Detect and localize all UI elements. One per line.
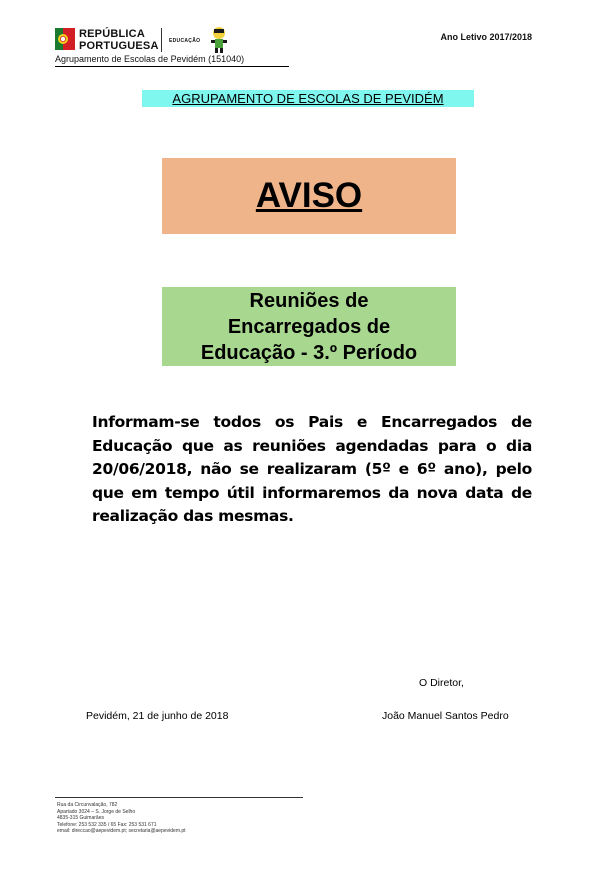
director-role: O Diretor, — [419, 677, 464, 689]
notice-subject: Reuniões de Encarregados de Educação - 3.º Período — [200, 289, 418, 364]
school-year: Ano Letivo 2017/2018 — [440, 32, 532, 42]
education-mascot-icon — [203, 24, 233, 54]
meeting-subject-box — [162, 287, 456, 366]
footer-divider — [55, 797, 303, 798]
school-group-id: Agrupamento de Escolas de Pevidém (151040) — [55, 54, 245, 64]
director-name: João Manuel Santos Pedro — [382, 710, 509, 722]
footer-line: Apartado 3024 – S. Jorge de Selho — [57, 808, 136, 815]
notice-body: Informam-se todos os Pais e Encarregados de Educação que as reuniões agendadas para o dia 20/06/2018, não se realizaram (5º e 6º ano), pelo que em tempo útil informaremos da nova data de realização das mesmas. — [92, 413, 532, 525]
footer-line: email: direccao@aepevidem.pt; secretaria@aepevidem.pt — [57, 828, 186, 834]
footer-line: 4835-315 Guimarães — [57, 815, 104, 821]
aviso-box — [162, 158, 456, 234]
header-underline — [55, 66, 289, 67]
footer-line: Telefone: 253 532 335 / 65 Fax: 253 531 671 — [57, 821, 157, 828]
notice-title: AVISO — [255, 176, 363, 215]
footer-contact-info — [57, 802, 186, 835]
republic-text: REPÚBLICA PORTUGUESA — [79, 28, 159, 52]
footer-line: Rua da Circunvalação, 782 — [57, 802, 118, 808]
logo-divider — [161, 28, 162, 52]
education-label: EDUCAÇÃO — [169, 38, 201, 44]
school-name-banner: AGRUPAMENTO DE ESCOLAS DE PEVIDÉM — [142, 90, 474, 107]
place-date: Pevidém, 21 de junho de 2018 — [86, 710, 229, 722]
portuguese-flag-icon — [55, 28, 75, 50]
